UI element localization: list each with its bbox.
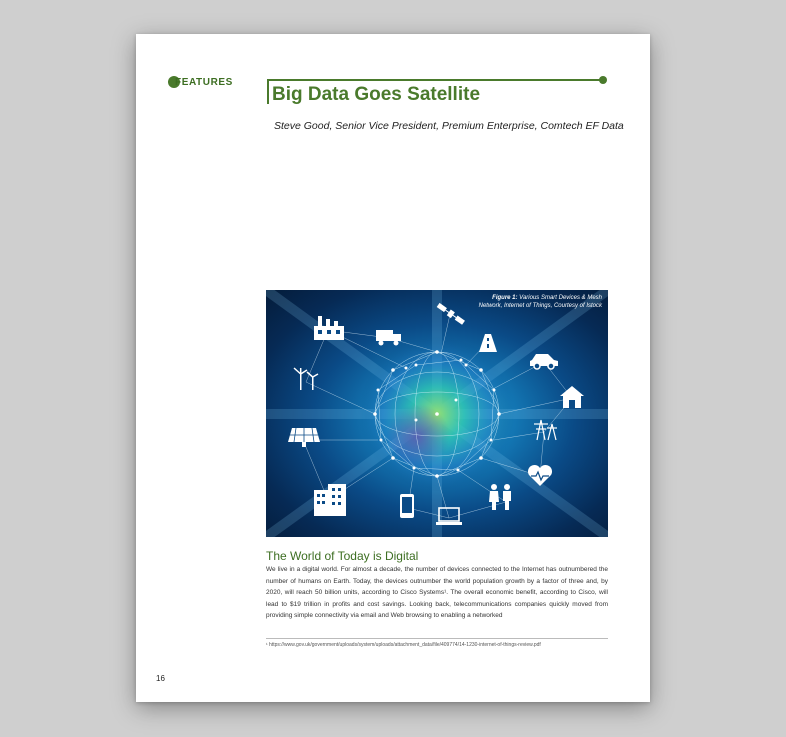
car-icon: [530, 354, 558, 369]
network-graphic: [266, 290, 608, 537]
sphere-core: [386, 388, 466, 468]
body-text: [266, 564, 608, 622]
page-number: 16: [156, 674, 165, 683]
figure-caption-line2: Network, Internet of Things, Courtesy of Istock: [478, 303, 602, 309]
section-tag: [168, 76, 233, 88]
title-rule-horizontal: [267, 79, 603, 81]
section-tag-label: FEATURES: [175, 76, 233, 88]
truck-icon: [376, 330, 401, 346]
magazine-page: [136, 34, 650, 702]
house-icon: [560, 386, 584, 408]
wind-turbine-icon: [294, 368, 318, 390]
solar-panel-icon: [288, 428, 320, 447]
road-icon: [479, 334, 497, 352]
factory-icon: [314, 316, 344, 340]
smartphone-icon: [400, 494, 414, 518]
figure-iot-network: [266, 290, 608, 537]
body-paragraph: We live in a digital world. For almost a decade, the number of devices connected to the Internet has outnumbered the number of humans on Earth. Today, the devices outnumber the world population growth by a factor of three and, by 2020, will reach 50 billion units, according to Cisco Systems¹. The overall economic benefit, according to Cisco, will lead to $19 trillion in profits and cost savings. Looking back, telecommunications companies quickly moved from providing simple connectivity via email and Web browsing to enabling a networked: [266, 566, 608, 619]
title-rule-dot: [599, 76, 607, 84]
people-icon: [489, 484, 511, 510]
section-heading: The World of Today is Digital: [266, 549, 419, 563]
footnote-divider: [266, 638, 608, 639]
figure-caption-label: Figure 1:: [492, 295, 518, 301]
article-title: Big Data Goes Satellite: [272, 84, 481, 105]
title-rule-vertical: [267, 80, 269, 104]
figure-caption: [479, 294, 602, 310]
article-byline: Steve Good, Senior Vice President, Premium Enterprise, Comtech EF Data: [274, 120, 624, 132]
building-icon: [314, 484, 346, 516]
footnote[interactable]: ¹ https://www.gov.uk/government/uploads/system/uploads/attachment_data/file/409774/14-1230-internet-of-things-review.pdf: [266, 642, 541, 648]
figure-caption-line1: Various Smart Devices & Mesh: [517, 295, 602, 301]
